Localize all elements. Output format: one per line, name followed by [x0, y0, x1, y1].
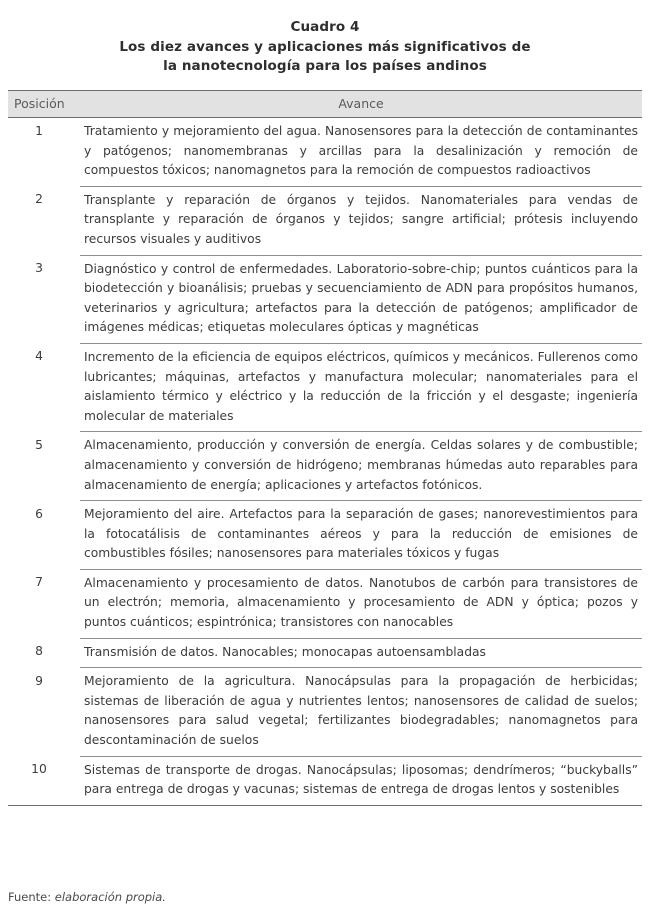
row-position: 9	[35, 673, 43, 688]
row-position: 6	[35, 506, 43, 521]
column-header-position: Posición	[8, 91, 80, 118]
row-advance: Transmisión de datos. Nanocables; monocapas autoensambladas	[80, 638, 642, 668]
column-header-advance: Avance	[80, 91, 642, 118]
table-row	[8, 501, 642, 570]
title-number: Cuadro 4	[290, 19, 360, 35]
title-text-line-2: la nanotecnología para los países andinos	[163, 58, 487, 74]
row-position: 8	[35, 644, 43, 659]
row-position: 1	[35, 124, 43, 138]
table-row	[8, 343, 642, 431]
table-row	[8, 756, 642, 805]
row-advance: Almacenamiento y procesamiento de datos. Nanotubos de carbón para transistores de un electrón; memoria, almacenamiento y procesamiento de ADN y óptica; pozos y puntos cuánticos; espintrónica; transistores con nanocables	[80, 569, 642, 638]
table-row	[8, 118, 642, 187]
row-position: 2	[35, 192, 43, 207]
row-position: 3	[35, 261, 43, 276]
row-advance: Almacenamiento, producción y conversión de energía. Celdas solares y de combustible; almacenamiento y conversión de hidrógeno; membranas húmedas auto reparables para almacenamiento de energía; aplicaciones y artefactos fotónicos.	[80, 432, 642, 501]
table-header-row	[8, 91, 642, 118]
table-row	[8, 638, 642, 668]
row-position: 4	[35, 349, 43, 364]
source-text: elaboración propia.	[51, 890, 166, 904]
table-row	[8, 432, 642, 501]
table-row	[8, 255, 642, 343]
table-row	[8, 186, 642, 255]
row-advance: Diagnóstico y control de enfermedades. Laboratorio-sobre-chip; puntos cuánticos para la biodetección y bioanálisis; pruebas y secuenciamiento de ADN para propósitos humanos, veterinarios y agricultura; artefactos para la detección de patógenos; amplificador de imágenes médicas; etiquetas moleculares ópticas y magnéticas	[80, 255, 642, 343]
row-advance: Sistemas de transporte de drogas. Nanocápsulas; liposomas; dendrímeros; “buckyballs” para entrega de drogas y vacunas; sistemas de entrega de drogas lentos y sostenibles	[80, 756, 642, 805]
row-advance: Mejoramiento del aire. Artefactos para la separación de gases; nanorevestimientos para la fotocatálisis de contaminantes aéreos y para la reducción de emisiones de combustibles fósiles; nanosensores para materiales tóxicos y fugas	[80, 501, 642, 570]
row-advance: Incremento de la eficiencia de equipos eléctricos, químicos y mecánicos. Fullerenos como lubricantes; máquinas, artefactos y manufactura molecular; nanomateriales para el aislamiento térmico y eléctrico y la reducción de la fricción y el desgaste; ingeniería molecular de materiales	[80, 343, 642, 431]
row-advance: Tratamiento y mejoramiento del agua. Nanosensores para la detección de contaminantes y patógenos; nanomembranas y arcillas para la desalinización y remoción de compuestos tóxicos; nanomagnetos para la remoción de compuestos radioactivos	[80, 118, 642, 187]
title-text-line-1: Los diez avances y aplicaciones más significativos de	[119, 39, 531, 55]
table-row	[8, 668, 642, 756]
row-position: 10	[8, 756, 80, 805]
row-position: 7	[35, 575, 43, 590]
row-advance: Transplante y reparación de órganos y tejidos. Nanomateriales para vendas de transplante y reparación de órganos y tejidos; sangre artificial; prótesis incluyendo recursos visuales y auditivos	[80, 186, 642, 255]
table-title	[8, 18, 642, 76]
data-table	[8, 90, 642, 806]
source-label: Fuente:	[8, 890, 52, 904]
row-advance: Mejoramiento de la agricultura. Nanocápsulas para la propagación de herbicidas; sistemas de liberación de agua y nutrientes lentos; nanosensores de calidad de suelos; nanosensores para salud vegetal; fertilizantes biodegradables; nanomagnetos para descontaminación de suelos	[80, 668, 642, 756]
source-note	[8, 890, 166, 904]
table-row	[8, 569, 642, 638]
row-position: 5	[35, 437, 43, 452]
